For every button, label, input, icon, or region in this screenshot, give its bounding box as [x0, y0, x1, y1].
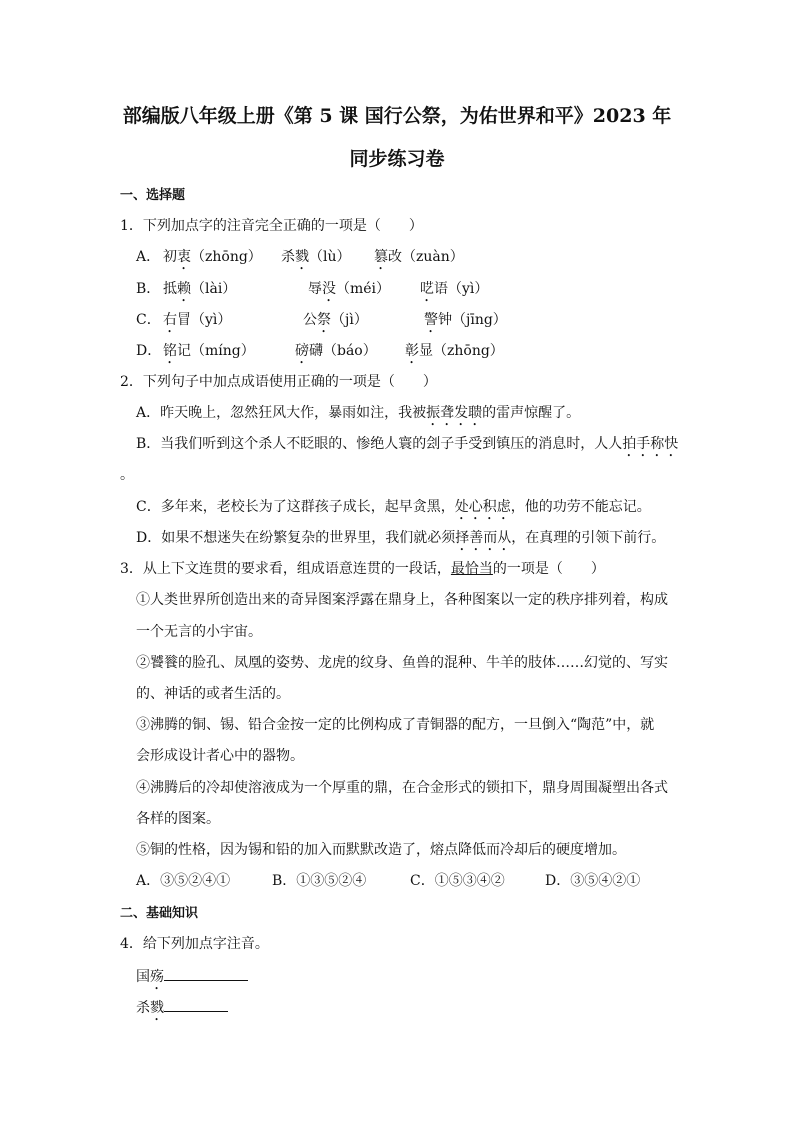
- q3-option-a: A．③⑤②④①: [136, 873, 231, 889]
- q1-option-d-label: D．: [136, 343, 162, 359]
- q4-item-1: 国殇: [136, 965, 248, 993]
- q1-option-b-item1: 抵赖（lài）: [163, 281, 237, 297]
- q3-sentence-2-line2: 的、神话的或者生活的。: [136, 686, 290, 702]
- q2-option-c: C．多年来，老校长为了这群孩子成长，起早贪黑，处心积虑，他的功劳不能忘记。: [136, 499, 651, 515]
- q1-option-b-item3: 呓语（yì）: [420, 281, 489, 297]
- q1-option-b-item2: 辱没（méi）: [308, 281, 391, 297]
- q1-option-c-label: C．: [136, 312, 161, 328]
- q4-item-2: 杀戮: [136, 996, 228, 1024]
- q3-sentence-3-line2: 会形成设计者心中的器物。: [136, 748, 304, 764]
- q1-option-d-item1: 铭记（míng）: [163, 343, 255, 359]
- q3-sentence-3-line1: ③沸腾的铜、锡、铅合金按一定的比例构成了青铜器的配方，一旦倒入“陶范”中，就: [136, 717, 655, 733]
- q3-option-d: D．③⑤④②①: [545, 873, 641, 889]
- page-title-line1: 部编版八年级上册《第 5 课 国行公祭，为佑世界和平》2023 年: [122, 105, 672, 127]
- q1-option-b-label: B．: [136, 281, 161, 297]
- section-basics-heading: 二、基础知识: [120, 906, 199, 921]
- q3-sentence-4-line2: 各样的图案。: [136, 811, 220, 827]
- q3-sentence-4-line1: ④沸腾后的冷却使溶液成为一个厚重的鼎，在合金形式的锁扣下，鼎身周围凝塑出各式: [136, 780, 668, 796]
- q4-item-2-blank[interactable]: [164, 996, 228, 1012]
- q2-option-b: B．当我们听到这个杀人不眨眼的、惨绝人寰的刽子手受到镇压的消息时，人人拍手称快: [136, 436, 679, 452]
- q3-sentence-5: ⑤铜的性格，因为锡和铅的加入而默默改造了，熔点降低而冷却后的硬度增加。: [136, 842, 626, 858]
- q1-option-c-item3: 警钟（jīng）: [424, 312, 507, 328]
- q1-option-a-item1: 初衷（zhōng）: [163, 249, 262, 265]
- q3-option-b: B．①③⑤②④: [272, 873, 367, 889]
- question-1-stem: 1．下列加点字的注音完全正确的一项是（ ）: [120, 218, 423, 234]
- section-choice-heading: 一、选择题: [120, 188, 186, 203]
- q1-option-d-item2: 磅礴（báo）: [295, 343, 377, 359]
- q1-option-c-item1: 右冒（yì）: [163, 312, 232, 328]
- q2-option-b-continued: 。: [120, 467, 134, 483]
- question-2-stem: 2．下列句子中加点成语使用正确的一项是（ ）: [120, 374, 437, 390]
- q3-sentence-1-line2: 一个无言的小宇宙。: [136, 624, 262, 640]
- q3-sentence-1-line1: ①人类世界所创造出来的奇异图案浮露在鼎身上，各种图案以一定的秩序排列着，构成: [136, 592, 668, 608]
- q1-option-a-item3: 篡改（zuàn）: [374, 249, 464, 265]
- q4-item-1-blank[interactable]: [164, 965, 248, 981]
- page-title-line2: 同步练习卷: [349, 148, 445, 170]
- q1-option-a-label: A．: [136, 249, 161, 265]
- q1-option-a-item2: 杀戮（lù）: [281, 249, 351, 265]
- question-4-stem: 4．给下列加点字注音。: [120, 936, 269, 952]
- q2-option-d: D．如果不想迷失在纷繁复杂的世界里，我们就必须择善而从，在真理的引领下前行。: [136, 530, 666, 546]
- q1-option-c-item2: 公祭（jì）: [303, 312, 368, 328]
- question-3-stem: 3．从上下文连贯的要求看，组成语意连贯的一段话，最恰当的一项是（ ）: [120, 561, 605, 577]
- q3-option-c: C．①⑤③④②: [410, 873, 505, 889]
- q1-option-d-item3: 彰显（zhōng）: [405, 343, 504, 359]
- q2-option-a: A．昨天晚上，忽然狂风大作，暴雨如注，我被振聋发聩的雷声惊醒了。: [136, 405, 581, 421]
- q3-sentence-2-line1: ②饕餮的脸孔、凤凰的姿势、龙虎的纹身、鱼兽的混种、牛羊的肢体……幻觉的、写实: [136, 655, 668, 671]
